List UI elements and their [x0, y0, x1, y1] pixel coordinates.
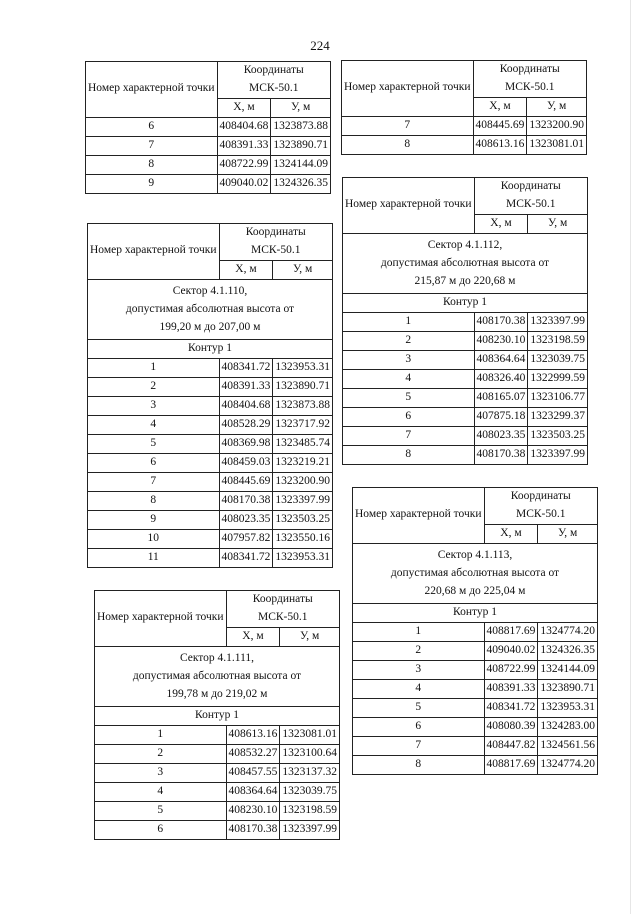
- x-value: 409040.02: [217, 174, 271, 193]
- coordinate-table-4: [341, 60, 587, 155]
- sector-description: допустимая абсолютная высота от: [125, 303, 295, 316]
- table-row: [88, 453, 333, 472]
- table-row: [343, 331, 588, 350]
- table-row: [88, 434, 333, 453]
- point-number: 4: [88, 415, 220, 434]
- x-value: 408170.38: [474, 312, 528, 331]
- x-value: 408364.64: [226, 782, 280, 801]
- y-column-header: У, м: [527, 97, 587, 116]
- table-row: [353, 717, 598, 736]
- point-number: 2: [95, 744, 227, 763]
- x-value: 408817.69: [484, 755, 538, 774]
- x-value: 408528.29: [219, 415, 273, 434]
- coordinates-label: Координаты: [243, 64, 304, 76]
- coordinate-system: МСК-50.1: [515, 507, 566, 520]
- point-number: 5: [353, 698, 485, 717]
- table-row: [95, 744, 340, 763]
- table-row: [88, 529, 333, 548]
- point-number: 9: [86, 174, 218, 193]
- point-number-header: Номер характерной точки: [353, 488, 485, 544]
- point-number: 1: [343, 312, 475, 331]
- sector-height-range: 215,87 м до 220,68 м: [414, 275, 516, 288]
- x-value: 408023.35: [219, 510, 273, 529]
- x-column-header: X, м: [474, 214, 528, 233]
- point-number: 4: [95, 782, 227, 801]
- table-row: [353, 755, 598, 774]
- table-row: [88, 377, 333, 396]
- table-row: [95, 725, 340, 744]
- x-value: 407875.18: [474, 407, 528, 426]
- y-column-header: У, м: [280, 627, 340, 646]
- sector-height-range: 199,78 м до 219,02 м: [166, 688, 268, 701]
- point-number: 7: [343, 426, 475, 445]
- point-number-header: Номер характерной точки: [342, 61, 474, 117]
- table-row: [343, 445, 588, 464]
- x-value: 408341.72: [484, 698, 538, 717]
- table-row: [88, 396, 333, 415]
- x-value: 408817.69: [484, 622, 538, 641]
- y-value: 1323550.16: [273, 529, 333, 548]
- coordinates-label: Координаты: [499, 63, 560, 75]
- y-value: 1323890.71: [538, 679, 598, 698]
- point-number: 7: [353, 736, 485, 755]
- x-value: 408445.69: [473, 116, 527, 135]
- y-value: 1323081.01: [527, 135, 587, 154]
- table-row: [95, 820, 340, 839]
- x-value: 408023.35: [474, 426, 528, 445]
- point-number: 8: [342, 135, 474, 154]
- y-value: 1324326.35: [538, 641, 598, 660]
- y-value: 1324774.20: [538, 755, 598, 774]
- coordinates-header: [474, 178, 588, 215]
- y-value: 1323953.31: [273, 548, 333, 567]
- y-value: 1323039.75: [280, 782, 340, 801]
- point-number: 7: [342, 116, 474, 135]
- contour-label: Контур 1: [343, 293, 588, 312]
- table-row: [343, 350, 588, 369]
- sector-description: допустимая абсолютная высота от: [390, 567, 560, 580]
- point-number: 10: [88, 529, 220, 548]
- table-row: [88, 548, 333, 567]
- x-column-header: X, м: [484, 524, 538, 543]
- table-row: [353, 679, 598, 698]
- contour-label: Контур 1: [95, 706, 340, 725]
- y-column-header: У, м: [538, 524, 598, 543]
- table-row: [343, 312, 588, 331]
- x-value: 408170.38: [219, 491, 273, 510]
- point-number: 1: [88, 358, 220, 377]
- page-number: 224: [310, 38, 330, 53]
- y-value: 1323397.99: [528, 312, 588, 331]
- y-value: 1323200.90: [273, 472, 333, 491]
- coordinates-header: [219, 224, 333, 261]
- table-row: [353, 698, 598, 717]
- table-row: [342, 116, 587, 135]
- coordinate-table-2: [87, 223, 333, 568]
- point-number: 6: [353, 717, 485, 736]
- x-column-header: X, м: [226, 627, 280, 646]
- table-row: [353, 736, 598, 755]
- table-row: [86, 174, 331, 193]
- y-value: 1323100.64: [280, 744, 340, 763]
- point-number: 6: [86, 117, 218, 136]
- y-column-header: У, м: [271, 98, 331, 117]
- x-value: 408165.07: [474, 388, 528, 407]
- point-number: 2: [88, 377, 220, 396]
- y-value: 1323953.31: [273, 358, 333, 377]
- contour-label: Контур 1: [353, 603, 598, 622]
- y-value: 1324774.20: [538, 622, 598, 641]
- coordinate-table-3: [94, 590, 340, 840]
- point-number: 8: [353, 755, 485, 774]
- y-value: 1324561.56: [538, 736, 598, 755]
- point-number: 11: [88, 548, 220, 567]
- point-number: 6: [95, 820, 227, 839]
- point-number: 4: [353, 679, 485, 698]
- sector-caption: [353, 543, 598, 603]
- table-row: [95, 782, 340, 801]
- coordinates-label: Координаты: [500, 180, 561, 192]
- x-column-header: X, м: [217, 98, 271, 117]
- x-value: 408532.27: [226, 744, 280, 763]
- y-column-header: У, м: [528, 214, 588, 233]
- table-row: [88, 491, 333, 510]
- sector-caption: [88, 279, 333, 339]
- point-number-header: Номер характерной точки: [88, 224, 220, 280]
- x-value: 408404.68: [217, 117, 271, 136]
- point-number: 3: [88, 396, 220, 415]
- coordinates-header: [473, 61, 587, 98]
- x-value: 408391.33: [219, 377, 273, 396]
- table-row: [343, 407, 588, 426]
- table-row: [86, 117, 331, 136]
- y-value: 1323299.37: [528, 407, 588, 426]
- point-number-header: Номер характерной точки: [86, 62, 218, 118]
- coordinates-label: Координаты: [510, 490, 571, 502]
- y-value: 1323890.71: [273, 377, 333, 396]
- table-row: [95, 801, 340, 820]
- y-value: 1323198.59: [528, 331, 588, 350]
- coordinates-header: [217, 62, 331, 99]
- y-value: 1323106.77: [528, 388, 588, 407]
- table-row: [86, 136, 331, 155]
- y-value: 1323873.88: [273, 396, 333, 415]
- y-value: 1323717.92: [273, 415, 333, 434]
- sector-caption: [343, 233, 588, 293]
- x-value: 407957.82: [219, 529, 273, 548]
- x-column-header: X, м: [219, 260, 273, 279]
- x-value: 408364.64: [474, 350, 528, 369]
- x-value: 408457.55: [226, 763, 280, 782]
- x-value: 408369.98: [219, 434, 273, 453]
- table-row: [88, 510, 333, 529]
- x-value: 408459.03: [219, 453, 273, 472]
- point-number-header: Номер характерной точки: [343, 178, 475, 234]
- sector-title: Сектор 4.1.111,: [179, 651, 255, 664]
- page-edge: [630, 0, 631, 914]
- y-value: 1323397.99: [280, 820, 340, 839]
- point-number: 8: [343, 445, 475, 464]
- coordinates-label: Координаты: [245, 226, 306, 238]
- y-value: 1324144.09: [271, 155, 331, 174]
- y-value: 1323503.25: [528, 426, 588, 445]
- y-column-header: У, м: [273, 260, 333, 279]
- y-value: 1324283.00: [538, 717, 598, 736]
- table-row: [88, 415, 333, 434]
- sector-title: Сектор 4.1.112,: [427, 238, 503, 251]
- y-value: 1323039.75: [528, 350, 588, 369]
- x-value: 408080.39: [484, 717, 538, 736]
- point-number: 1: [95, 725, 227, 744]
- sector-title: Сектор 4.1.113,: [437, 548, 513, 561]
- x-value: 408341.72: [219, 358, 273, 377]
- x-value: 408404.68: [219, 396, 273, 415]
- y-value: 1323397.99: [273, 491, 333, 510]
- x-value: 408391.33: [217, 136, 271, 155]
- x-value: 408341.72: [219, 548, 273, 567]
- y-value: 1323485.74: [273, 434, 333, 453]
- x-value: 408445.69: [219, 472, 273, 491]
- table-row: [343, 388, 588, 407]
- coordinate-table-5: [342, 177, 588, 465]
- point-number: 9: [88, 510, 220, 529]
- x-column-header: X, м: [473, 97, 527, 116]
- point-number: 6: [88, 453, 220, 472]
- y-value: 1323081.01: [280, 725, 340, 744]
- table-row: [353, 622, 598, 641]
- point-number: 3: [343, 350, 475, 369]
- table-row: [88, 358, 333, 377]
- coordinate-system: МСК-50.1: [248, 81, 299, 94]
- point-number: 3: [353, 660, 485, 679]
- sector-caption: [95, 646, 340, 706]
- x-value: 408722.99: [484, 660, 538, 679]
- table-row: [86, 155, 331, 174]
- x-value: 408613.16: [226, 725, 280, 744]
- sector-description: допустимая абсолютная высота от: [132, 670, 302, 683]
- x-value: 408170.38: [226, 820, 280, 839]
- coordinate-system: МСК-50.1: [257, 610, 308, 623]
- point-number: 4: [343, 369, 475, 388]
- table-row: [95, 763, 340, 782]
- point-number: 5: [95, 801, 227, 820]
- sector-height-range: 220,68 м до 225,04 м: [424, 585, 526, 598]
- table-row: [343, 426, 588, 445]
- point-number: 6: [343, 407, 475, 426]
- x-value: 409040.02: [484, 641, 538, 660]
- coordinate-system: МСК-50.1: [505, 197, 556, 210]
- table-row: [343, 369, 588, 388]
- coordinate-table-6: [352, 487, 598, 775]
- x-value: 408613.16: [473, 135, 527, 154]
- point-number: 7: [86, 136, 218, 155]
- point-number: 8: [88, 491, 220, 510]
- y-value: 1323397.99: [528, 445, 588, 464]
- y-value: 1324144.09: [538, 660, 598, 679]
- point-number: 7: [88, 472, 220, 491]
- x-value: 408230.10: [474, 331, 528, 350]
- x-value: 408447.82: [484, 736, 538, 755]
- point-number: 5: [343, 388, 475, 407]
- point-number-header: Номер характерной точки: [95, 591, 227, 647]
- point-number: 2: [353, 641, 485, 660]
- y-value: 1323953.31: [538, 698, 598, 717]
- x-value: 408391.33: [484, 679, 538, 698]
- point-number: 8: [86, 155, 218, 174]
- y-value: 1322999.59: [528, 369, 588, 388]
- y-value: 1323503.25: [273, 510, 333, 529]
- x-value: 408170.38: [474, 445, 528, 464]
- coordinate-system: МСК-50.1: [504, 80, 555, 93]
- point-number: 5: [88, 434, 220, 453]
- y-value: 1323873.88: [271, 117, 331, 136]
- y-value: 1324326.35: [271, 174, 331, 193]
- x-value: 408722.99: [217, 155, 271, 174]
- y-value: 1323890.71: [271, 136, 331, 155]
- coordinates-label: Координаты: [252, 593, 313, 605]
- point-number: 3: [95, 763, 227, 782]
- table-row: [353, 660, 598, 679]
- point-number: 1: [353, 622, 485, 641]
- y-value: 1323219.21: [273, 453, 333, 472]
- coordinates-header: [484, 488, 598, 525]
- sector-title: Сектор 4.1.110,: [172, 284, 248, 297]
- contour-label: Контур 1: [88, 339, 333, 358]
- point-number: 2: [343, 331, 475, 350]
- y-value: 1323137.32: [280, 763, 340, 782]
- coordinates-header: [226, 591, 340, 628]
- x-value: 408230.10: [226, 801, 280, 820]
- y-value: 1323198.59: [280, 801, 340, 820]
- coordinate-table-1: [85, 61, 331, 194]
- x-value: 408326.40: [474, 369, 528, 388]
- table-row: [88, 472, 333, 491]
- y-value: 1323200.90: [527, 116, 587, 135]
- sector-height-range: 199,20 м до 207,00 м: [159, 321, 261, 334]
- sector-description: допустимая абсолютная высота от: [380, 257, 550, 270]
- table-row: [353, 641, 598, 660]
- table-row: [342, 135, 587, 154]
- coordinate-system: МСК-50.1: [250, 243, 301, 256]
